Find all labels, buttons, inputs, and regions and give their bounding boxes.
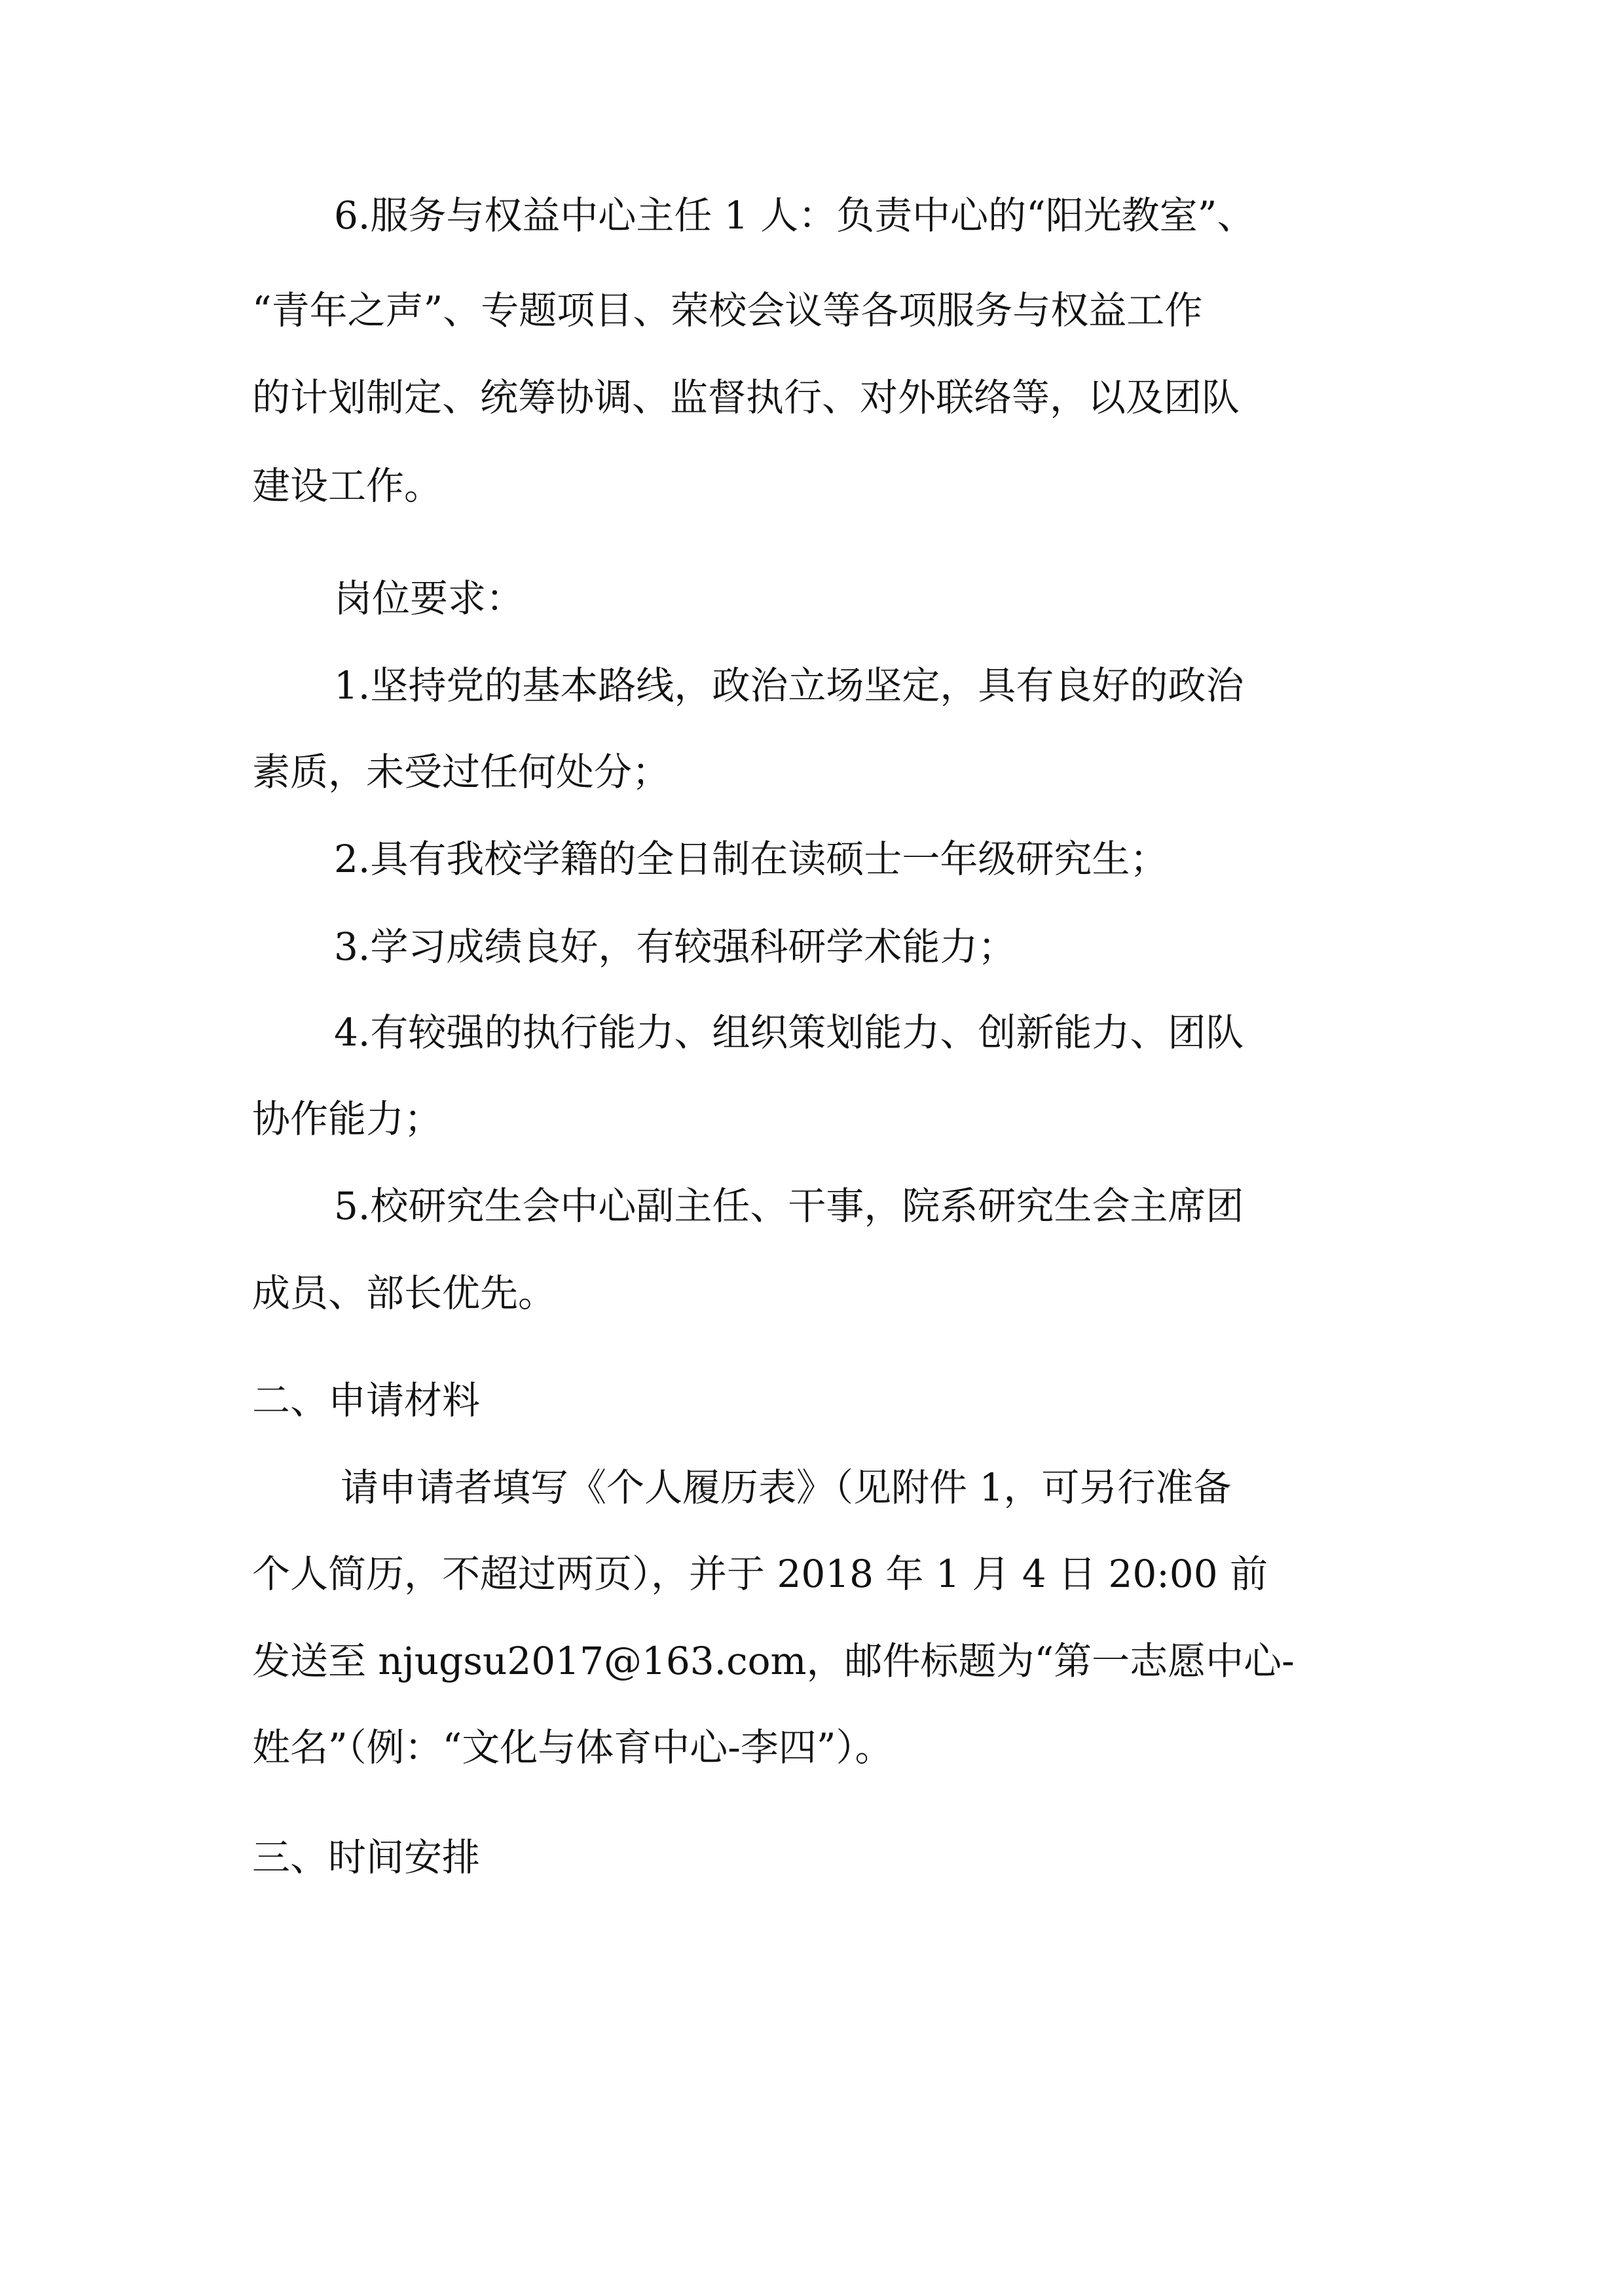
requirement-1-line-2: 素质，未受过任何处分； — [252, 750, 671, 794]
item-6-line-4: 建设工作。 — [252, 464, 443, 508]
requirement-1-line-1: 1.坚持党的基本路线，政治立场坚定，具有良好的政治 — [334, 663, 1244, 708]
section-3-heading: 三、时间安排 — [252, 1835, 481, 1880]
requirement-5-line-1: 5.校研究生会中心副主任、干事，院系研究生会主席团 — [334, 1184, 1244, 1228]
section-2-line-1: 请申请者填写《个人履历表》（见附件 1，可另行准备 — [341, 1465, 1232, 1510]
item-6-line-1: 6.服务与权益中心主任 1 人：负责中心的“阳光教室”、 — [334, 193, 1255, 238]
section-2-heading: 二、申请材料 — [252, 1378, 481, 1423]
item-6-line-3: 的计划制定、统筹协调、监督执行、对外联络等，以及团队 — [252, 375, 1240, 420]
section-2-line-2: 个人简历，不超过两页），并于 2018 年 1 月 4 日 20:00 前 — [252, 1552, 1268, 1596]
requirement-2-line-1: 2.具有我校学籍的全日制在读硕士一年级研究生； — [334, 837, 1168, 881]
requirement-3-line-1: 3.学习成绩良好，有较强科研学术能力； — [334, 924, 1016, 969]
requirements-title: 岗位要求： — [334, 576, 525, 621]
item-6-line-2: “青年之声”、专题项目、荣校会议等各项服务与权益工作 — [252, 288, 1203, 333]
requirement-4-line-2: 协作能力； — [252, 1097, 443, 1141]
requirement-5-line-2: 成员、部长优先。 — [252, 1271, 557, 1315]
section-2-line-4: 姓名”（例：“文化与体育中心-李四”）。 — [252, 1725, 893, 1770]
requirement-4-line-1: 4.有较强的执行能力、组织策划能力、创新能力、团队 — [334, 1010, 1244, 1055]
section-2-line-3: 发送至 njugsu2017@163.com，邮件标题为“第一志愿中心- — [252, 1639, 1295, 1683]
